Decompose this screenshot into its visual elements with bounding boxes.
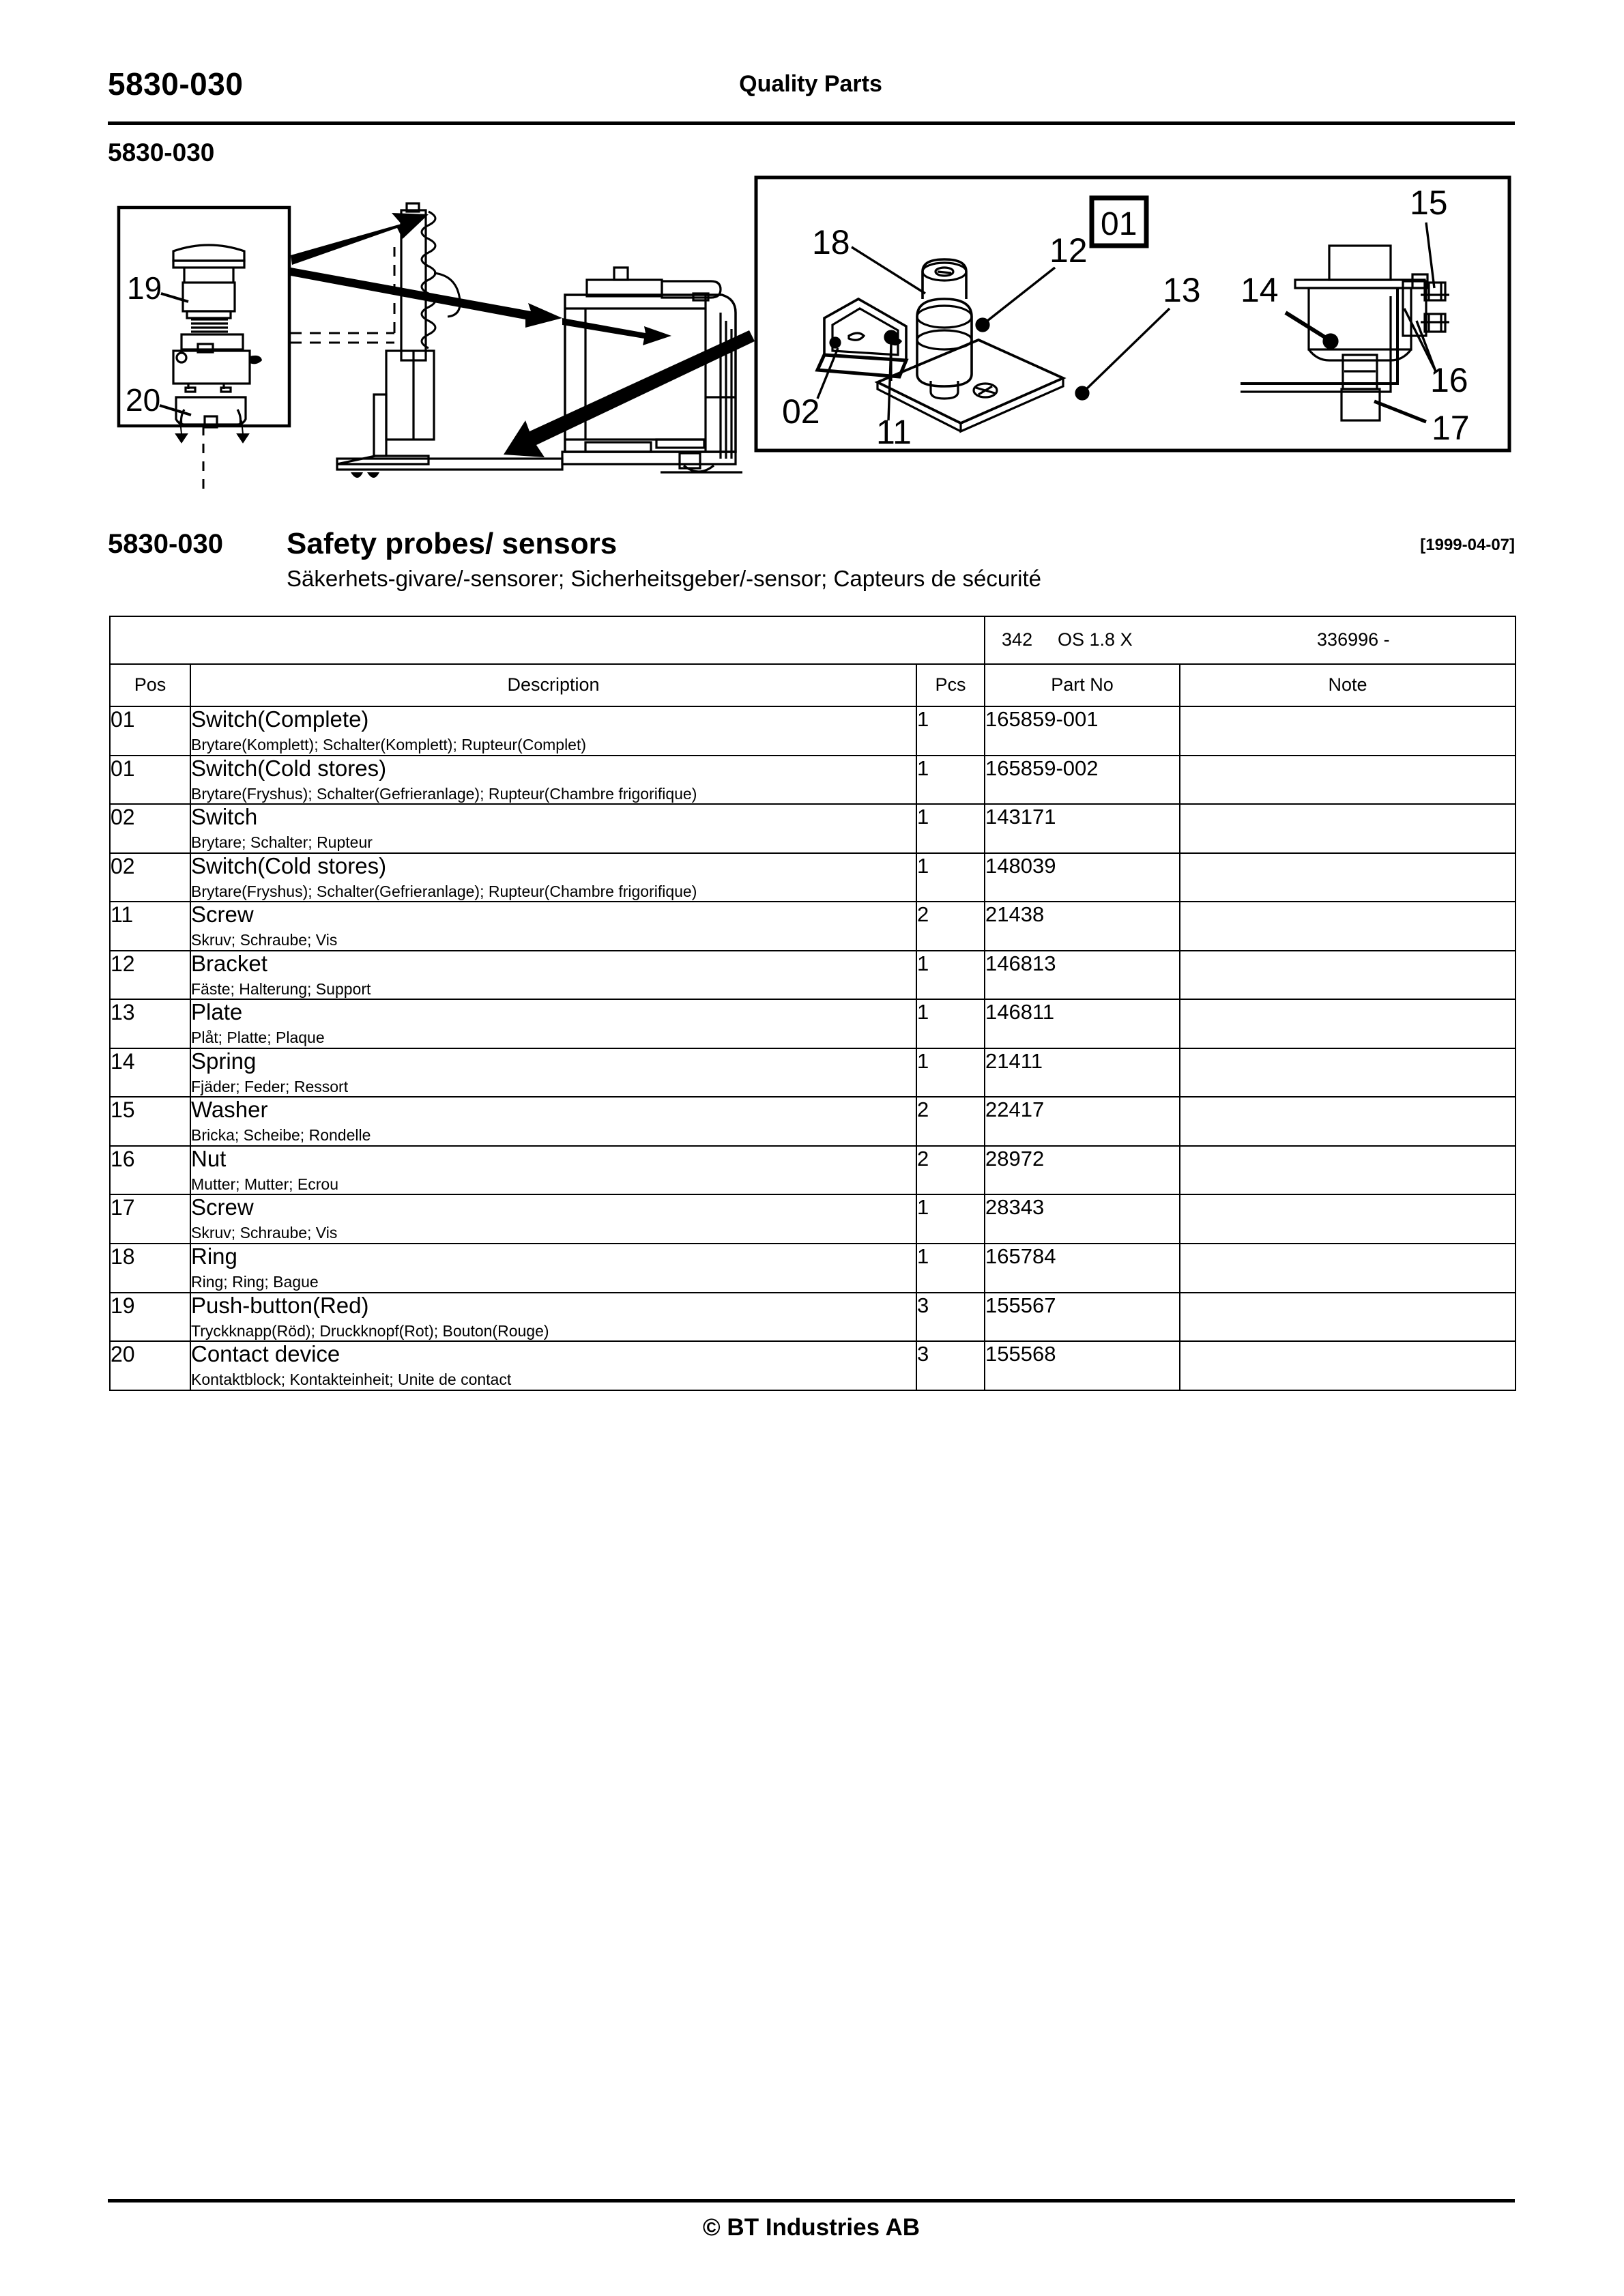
cell-note bbox=[1180, 902, 1516, 951]
callout-16: 16 bbox=[1430, 361, 1468, 399]
cell-pos: 18 bbox=[110, 1244, 190, 1293]
cell-pcs: 1 bbox=[916, 1194, 985, 1244]
cell-pcs: 2 bbox=[916, 902, 985, 951]
description-translations: Plåt; Platte; Plaque bbox=[191, 1029, 325, 1047]
section-code: 5830-030 bbox=[108, 139, 215, 167]
cell-description bbox=[190, 1244, 916, 1293]
description-translations: Brytare; Schalter; Rupteur bbox=[191, 833, 373, 852]
cell-part-no: 148039 bbox=[985, 853, 1180, 902]
cell-note bbox=[1180, 804, 1516, 853]
description-translations: Bricka; Scheibe; Rondelle bbox=[191, 1126, 371, 1145]
parts-table-container bbox=[109, 616, 1515, 1391]
column-header-description-label: Description bbox=[507, 674, 600, 695]
callout-15: 15 bbox=[1410, 184, 1448, 222]
table-row bbox=[110, 1244, 1516, 1293]
cell-pcs: 1 bbox=[916, 706, 985, 756]
cell-pos: 12 bbox=[110, 951, 190, 1000]
cell-note bbox=[1180, 706, 1516, 756]
description-english: Switch bbox=[191, 804, 258, 830]
cell-note bbox=[1180, 1097, 1516, 1146]
description-english: Nut bbox=[191, 1145, 227, 1171]
cell-pos: 13 bbox=[110, 999, 190, 1048]
section-title-block bbox=[108, 529, 1515, 604]
cell-description bbox=[190, 853, 916, 902]
cell-description bbox=[190, 999, 916, 1048]
description-english: Spring bbox=[191, 1048, 257, 1074]
description-translations: Ring; Ring; Bague bbox=[191, 1272, 319, 1291]
cell-part-no: 165859-002 bbox=[985, 756, 1180, 805]
table-row bbox=[110, 853, 1516, 902]
cell-part-no: 28972 bbox=[985, 1146, 1180, 1195]
cell-pcs: 1 bbox=[916, 853, 985, 902]
table-row bbox=[110, 804, 1516, 853]
description-english: Push-button(Red) bbox=[191, 1292, 369, 1318]
cell-note bbox=[1180, 853, 1516, 902]
cell-part-no: 165784 bbox=[985, 1244, 1180, 1293]
parts-table bbox=[109, 616, 1516, 1391]
description-translations: Brytare(Komplett); Schalter(Komplett); Rupteur(Complet) bbox=[191, 735, 587, 754]
description-english: Switch(Cold stores) bbox=[191, 852, 387, 878]
cell-part-no: 165859-001 bbox=[985, 706, 1180, 756]
cell-note bbox=[1180, 1293, 1516, 1342]
callout-20: 20 bbox=[126, 382, 161, 418]
cell-pcs: 2 bbox=[916, 1097, 985, 1146]
cell-part-no: 155568 bbox=[985, 1341, 1180, 1390]
page-title: Safety probes/ sensors bbox=[287, 527, 618, 560]
cell-pos: 20 bbox=[110, 1341, 190, 1390]
description-english: Plate bbox=[191, 999, 243, 1025]
table-row bbox=[110, 999, 1516, 1048]
column-header-description bbox=[190, 664, 916, 706]
column-header-note bbox=[1180, 664, 1516, 706]
table-row bbox=[110, 902, 1516, 951]
cell-pos: 01 bbox=[110, 706, 190, 756]
cell-pos: 02 bbox=[110, 804, 190, 853]
model-name: OS 1.8 X bbox=[1058, 629, 1133, 650]
description-translations: Brytare(Fryshus); Schalter(Gefrieranlage); Rupteur(Chambre frigorifique) bbox=[191, 882, 697, 900]
cell-pcs: 3 bbox=[916, 1341, 985, 1390]
cell-part-no: 146811 bbox=[985, 999, 1180, 1048]
column-header-pcs-label: Pcs bbox=[935, 674, 966, 695]
cell-note bbox=[1180, 1194, 1516, 1244]
cell-part-no: 155567 bbox=[985, 1293, 1180, 1342]
header-divider bbox=[108, 121, 1515, 125]
description-english: Bracket bbox=[191, 950, 267, 976]
column-header-row bbox=[110, 664, 1516, 706]
description-translations: Mutter; Mutter; Ecrou bbox=[191, 1175, 339, 1193]
cell-pos: 19 bbox=[110, 1293, 190, 1342]
cell-pcs: 2 bbox=[916, 1146, 985, 1195]
illustration-svg bbox=[108, 172, 1515, 493]
description-english: Screw bbox=[191, 902, 254, 928]
description-translations: Fäste; Halterung; Support bbox=[191, 979, 371, 998]
cell-description bbox=[190, 951, 916, 1000]
cell-note bbox=[1180, 756, 1516, 805]
callout-19: 19 bbox=[127, 270, 162, 306]
cell-part-no: 146813 bbox=[985, 951, 1180, 1000]
description-translations: Skruv; Schraube; Vis bbox=[191, 1224, 338, 1242]
description-english: Ring bbox=[191, 1244, 237, 1269]
cell-pos: 17 bbox=[110, 1194, 190, 1244]
table-row bbox=[110, 1146, 1516, 1195]
cell-note bbox=[1180, 1341, 1516, 1390]
cell-pcs: 1 bbox=[916, 804, 985, 853]
cell-description bbox=[190, 1293, 916, 1342]
cell-note bbox=[1180, 1146, 1516, 1195]
column-header-note-label: Note bbox=[1328, 674, 1367, 695]
table-row bbox=[110, 1293, 1516, 1342]
cell-pos: 02 bbox=[110, 853, 190, 902]
table-row bbox=[110, 951, 1516, 1000]
cell-note bbox=[1180, 1048, 1516, 1097]
cell-note bbox=[1180, 951, 1516, 1000]
cell-part-no: 28343 bbox=[985, 1194, 1180, 1244]
cell-description bbox=[190, 1146, 916, 1195]
cell-pos: 01 bbox=[110, 756, 190, 805]
column-header-part-no bbox=[985, 664, 1180, 706]
cell-part-no: 22417 bbox=[985, 1097, 1180, 1146]
column-header-pcs bbox=[916, 664, 985, 706]
description-translations: Tryckknapp(Röd); Druckknopf(Rot); Bouton(Rouge) bbox=[191, 1321, 549, 1340]
model-header-row bbox=[110, 616, 1516, 664]
parts-illustration bbox=[108, 172, 1515, 493]
description-english: Contact device bbox=[191, 1341, 340, 1367]
description-english: Switch(Cold stores) bbox=[191, 755, 387, 781]
header-title: Quality Parts bbox=[739, 71, 882, 97]
cell-description bbox=[190, 1341, 916, 1390]
cell-pos: 15 bbox=[110, 1097, 190, 1146]
cell-description bbox=[190, 902, 916, 951]
title-section-code: 5830-030 bbox=[108, 529, 224, 559]
callout-17: 17 bbox=[1432, 409, 1470, 447]
cell-note bbox=[1180, 999, 1516, 1048]
cell-description bbox=[190, 804, 916, 853]
table-row bbox=[110, 1048, 1516, 1097]
footer-divider bbox=[108, 2199, 1515, 2202]
table-row bbox=[110, 1194, 1516, 1244]
page-subtitle: Säkerhets-givare/-sensorer; Sicherheitsgeber/-sensor; Capteurs de sécurité bbox=[287, 566, 1042, 591]
cell-description bbox=[190, 1194, 916, 1244]
cell-description bbox=[190, 1048, 916, 1097]
cell-part-no: 21411 bbox=[985, 1048, 1180, 1097]
callout-14: 14 bbox=[1241, 271, 1279, 309]
cell-part-no: 21438 bbox=[985, 902, 1180, 951]
cell-note bbox=[1180, 1244, 1516, 1293]
cell-description bbox=[190, 1097, 916, 1146]
model-number: 342 bbox=[1002, 629, 1033, 650]
column-header-pos bbox=[110, 664, 190, 706]
cell-pcs: 1 bbox=[916, 951, 985, 1000]
cell-pcs: 1 bbox=[916, 999, 985, 1048]
cell-pcs: 3 bbox=[916, 1293, 985, 1342]
description-translations: Brytare(Fryshus); Schalter(Gefrieranlage); Rupteur(Chambre frigorifique) bbox=[191, 784, 697, 803]
callout-11: 11 bbox=[876, 413, 912, 451]
parts-table-body bbox=[110, 616, 1516, 1390]
cell-part-no: 143171 bbox=[985, 804, 1180, 853]
description-translations: Skruv; Schraube; Vis bbox=[191, 931, 338, 949]
callout-12: 12 bbox=[1049, 231, 1088, 270]
cell-pos: 16 bbox=[110, 1146, 190, 1195]
description-english: Screw bbox=[191, 1194, 254, 1220]
table-row bbox=[110, 756, 1516, 805]
column-header-pos-label: Pos bbox=[134, 674, 166, 695]
table-row bbox=[110, 706, 1516, 756]
table-row bbox=[110, 1341, 1516, 1390]
cell-pos: 11 bbox=[110, 902, 190, 951]
description-translations: Fjäder; Feder; Ressort bbox=[191, 1077, 349, 1095]
cell-description bbox=[190, 706, 916, 756]
revision-date: [1999-04-07] bbox=[1420, 536, 1515, 554]
footer-copyright: © BT Industries AB bbox=[702, 2214, 920, 2241]
cell-pcs: 1 bbox=[916, 1244, 985, 1293]
cell-pcs: 1 bbox=[916, 756, 985, 805]
callout-18: 18 bbox=[812, 223, 850, 261]
description-english: Washer bbox=[191, 1097, 268, 1123]
model-header-spacer bbox=[110, 616, 985, 664]
model-header-cell bbox=[985, 616, 1516, 664]
callout-02: 02 bbox=[782, 392, 820, 431]
description-english: Switch(Complete) bbox=[191, 706, 369, 732]
page-header bbox=[108, 66, 1513, 124]
cell-description bbox=[190, 756, 916, 805]
description-translations: Kontaktblock; Kontakteinheit; Unite de contact bbox=[191, 1371, 512, 1389]
column-header-part-no-label: Part No bbox=[1051, 674, 1114, 695]
serial-range: 336996 - bbox=[1317, 629, 1390, 650]
cell-pcs: 1 bbox=[916, 1048, 985, 1097]
callout-box-01: 01 bbox=[1101, 206, 1137, 242]
cell-pos: 14 bbox=[110, 1048, 190, 1097]
table-row bbox=[110, 1097, 1516, 1146]
header-section-code: 5830-030 bbox=[108, 66, 244, 102]
callout-13: 13 bbox=[1163, 271, 1201, 309]
